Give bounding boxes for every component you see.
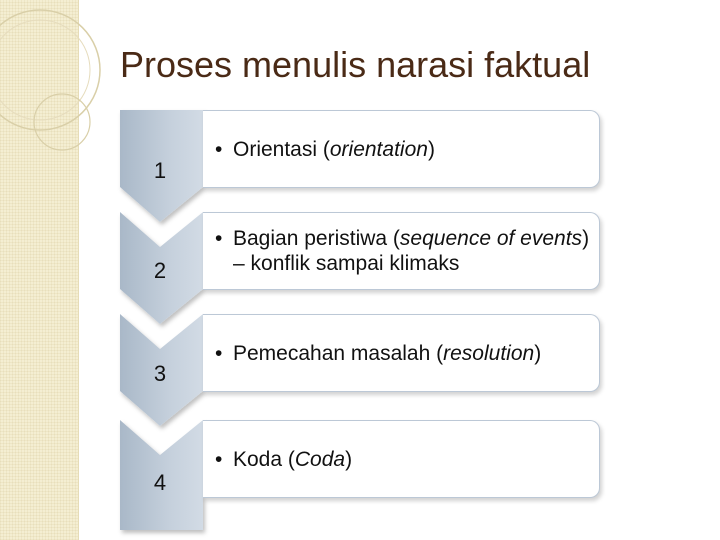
- step-text-run: ) – konflik sampai klimaks: [233, 227, 590, 275]
- step-text-run: ): [534, 341, 542, 365]
- bullet-icon: •: [215, 341, 223, 365]
- step-4-box: [203, 420, 600, 498]
- step-text-run: Pemecahan masalah (: [233, 341, 444, 365]
- step-3-text: [211, 341, 541, 366]
- step-text-run: ): [427, 137, 435, 161]
- bullet-icon: •: [215, 227, 223, 250]
- step-3-box: [203, 314, 600, 392]
- bullet-icon: •: [215, 137, 223, 161]
- step-2-box: [203, 212, 600, 290]
- step-text-run: resolution: [443, 341, 535, 365]
- step-text-run: sequence of events: [399, 227, 583, 250]
- step-2-number: 2: [153, 258, 167, 283]
- step-text-run: Bagian peristiwa (: [233, 227, 400, 250]
- step-1-box: [203, 110, 600, 188]
- step-1-text: [211, 137, 435, 162]
- step-text-run: Koda (: [233, 447, 295, 471]
- step-3-number: 3: [153, 361, 167, 386]
- step-1-number: 1: [153, 158, 167, 183]
- step-text-run: Coda: [294, 447, 346, 471]
- step-4-number: 4: [153, 470, 167, 495]
- page-title: Proses menulis narasi faktual: [120, 44, 591, 85]
- step-2-text: [211, 226, 599, 276]
- step-text-run: Orientasi (: [233, 137, 330, 161]
- step-4-text: [211, 447, 352, 472]
- bullet-icon: •: [215, 447, 223, 471]
- step-text-run: orientation: [329, 137, 428, 161]
- step-text-run: ): [345, 447, 353, 471]
